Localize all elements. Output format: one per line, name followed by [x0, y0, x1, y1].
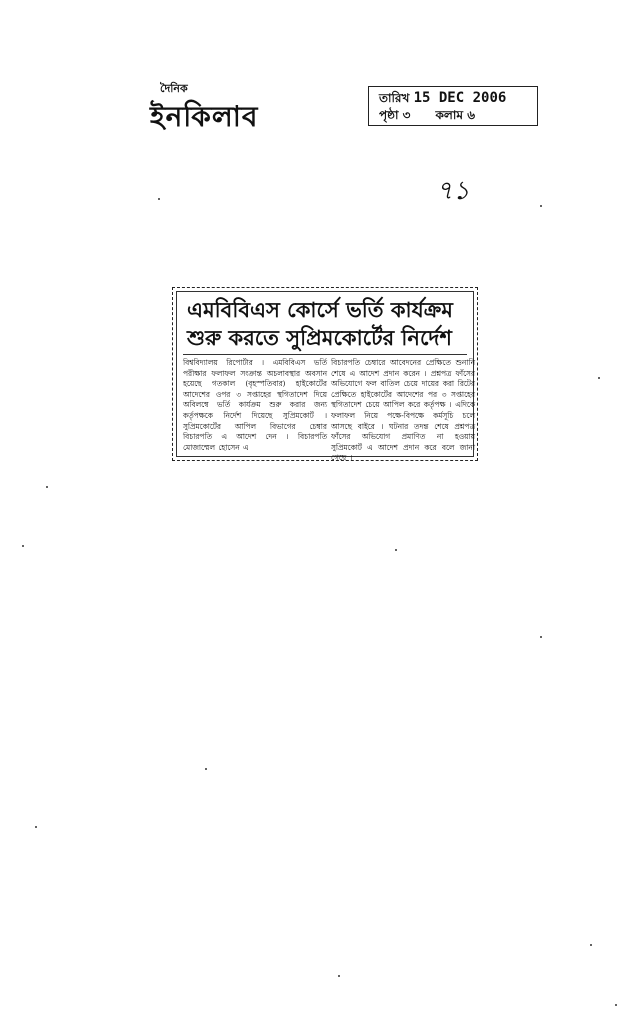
scan-speck: [540, 205, 542, 207]
article-column-left: বিশ্ববিদ্যালয় রিপোর্টার । এমবিবিএস ভর্তি পরীক্ষার ফলাফল সংক্রান্ত অচলাবস্থার অবসান হয়েছে গতকাল (বৃহস্পতিবার) হাইকোর্টের আদেশের ওপর ৩ সপ্তাহের স্থগিতাদেশ দিয়ে অবিলম্বে ভর্তি কার্যক্রম শুরু করার জন্য কর্তৃপক্ষকে নির্দেশ দিয়েছে সুপ্রিমকোর্ট । সুপ্রিমকোর্টের আপিল বিভাগের চেম্বার বিচারপতি এ আদেশ দেন । বিচারপতি মোজাম্মেল হোসেন এ: [183, 358, 327, 452]
scan-speck: [395, 549, 397, 551]
scan-speck: [35, 826, 37, 828]
scan-speck: [158, 198, 160, 200]
clipping-frame: [176, 291, 475, 463]
handwritten-number: ৭১: [436, 176, 470, 206]
article-clipping: [172, 287, 478, 461]
stamp-page-row: [379, 107, 475, 127]
scan-speck: [540, 636, 542, 638]
headline-divider: [183, 354, 467, 355]
stamp-page-value: ৩: [402, 108, 411, 122]
newspaper-name: ইনকিলাব: [150, 100, 259, 133]
scan-speck: [22, 545, 24, 547]
scan-speck: [338, 975, 340, 977]
stamp-date-label: তারিখ: [379, 91, 410, 105]
scan-speck: [598, 377, 600, 379]
stamp-page-label: পৃষ্ঠা: [379, 108, 399, 122]
stamp-column-value: ৬: [467, 108, 476, 122]
headline-line-2: শুরু করতে সুপ্রিমকোর্টের নির্দেশ: [187, 326, 452, 350]
article-column-right: বিচারপতি চেম্বারে আবেদনের প্রেক্ষিতে শুনানি শেষে এ আদেশ প্রদান করেন । প্রশ্নপত্র ফাঁসের অভিযোগে ফল বাতিল চেয়ে দায়ের করা রিটের প্রেক্ষিতে হাইকোর্টের আদেশের পর ৩ সপ্তাহের স্থগিতাদেশ চেয়ে আপিল করে কর্তৃপক্ষ । এদিকে ফলাফল নিয়ে পক্ষে-বিপক্ষে কর্মসূচি চলে আসছে বাইরে । ঘটনার তদন্ত শেষে প্রশ্নপত্র ফাঁসের অভিযোগ প্রমাণিত না হওয়ায় সুপ্রিমকোর্ট এ আদেশ প্রদান করে বলে জানা গেছে ।: [331, 358, 475, 463]
stamp-column-label: কলাম: [435, 108, 464, 122]
scan-speck: [615, 1004, 617, 1006]
scan-speck: [590, 944, 592, 946]
headline-line-1: এমবিবিএস কোর্সে ভর্তি কার্যক্রম: [187, 298, 453, 322]
scan-speck: [205, 768, 207, 770]
scan-speck: [46, 486, 48, 488]
date-page-stamp: [368, 86, 538, 126]
article-headline: [187, 296, 465, 352]
stamp-date-value: 15 DEC 2006: [413, 90, 507, 106]
masthead-prefix: দৈনিক: [160, 82, 188, 95]
